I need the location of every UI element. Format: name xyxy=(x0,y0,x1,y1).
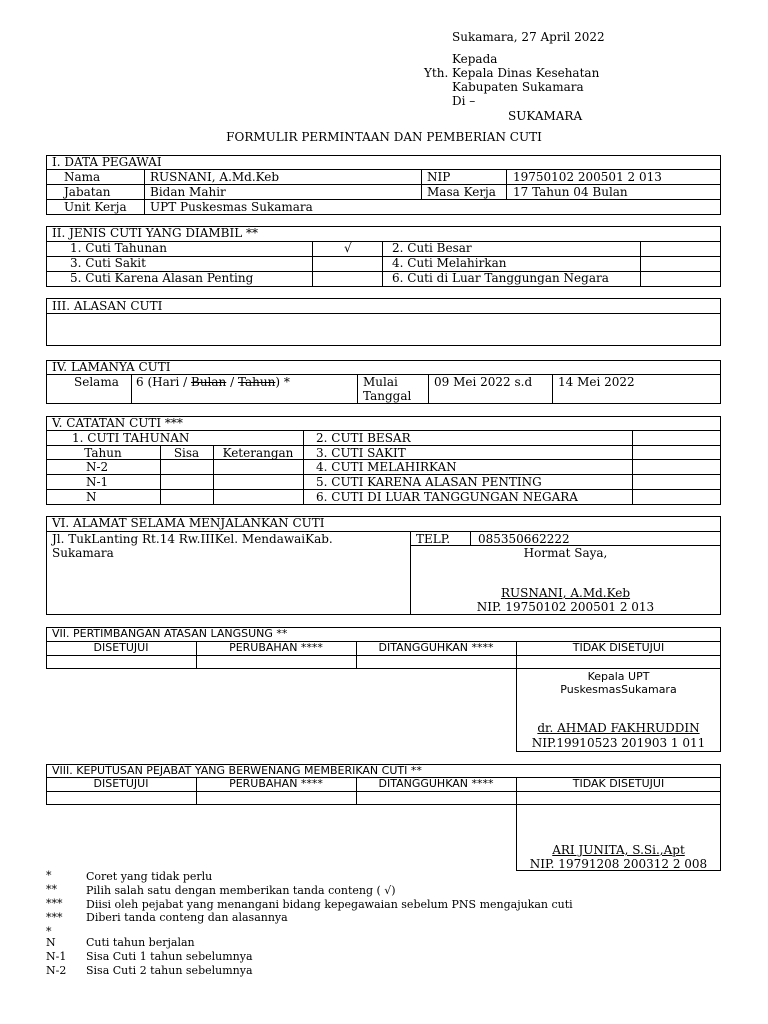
note-mark: N xyxy=(46,936,56,949)
cuti-tahunan-label: 1. CUTI TAHUNAN xyxy=(72,431,190,445)
catatan-item: 6. CUTI DI LUAR TANGGUNGAN NEGARA xyxy=(316,490,578,504)
letter-yth: Yth. xyxy=(424,66,449,80)
note-mark: * xyxy=(46,869,52,882)
selama-label: Selama xyxy=(74,375,119,389)
note-mark: ** xyxy=(46,883,57,896)
applicant-name: RUSNANI, A.Md.Keb xyxy=(500,586,631,600)
cuti-option: 6. Cuti di Luar Tanggungan Negara xyxy=(392,271,609,285)
address-line-2: Sukamara xyxy=(52,546,114,560)
cuti-option: 3. Cuti Sakit xyxy=(70,256,146,270)
atasan-title-2: PuskesmasSukamara xyxy=(560,683,677,696)
nama-value: RUSNANI, A.Md.Keb xyxy=(150,170,280,184)
telp-value: 085350662222 xyxy=(478,532,570,546)
col-disetujui: DISETUJUI xyxy=(93,777,149,790)
durasi-value: 6 (Hari / Bulan / Tahun) * xyxy=(136,375,290,389)
catatan-item: 5. CUTI KARENA ALASAN PENTING xyxy=(316,475,542,489)
note-mark: N-1 xyxy=(46,950,67,963)
col-keterangan: Keterangan xyxy=(222,446,294,460)
row-year: N-1 xyxy=(86,475,109,489)
catatan-item: 3. CUTI SAKIT xyxy=(316,446,406,460)
note-mark: N-2 xyxy=(46,964,67,977)
cuti-option: 4. Cuti Melahirkan xyxy=(392,256,507,270)
section-5-heading: V. CATATAN CUTI *** xyxy=(52,416,183,430)
col-disetujui: DISETUJUI xyxy=(93,641,149,654)
telp-label: TELP. xyxy=(416,532,451,546)
col-ditangguhkan: DITANGGUHKAN **** xyxy=(378,777,494,790)
letter-kepada: Kepada xyxy=(452,52,498,66)
letter-di: Di – xyxy=(452,94,476,108)
unit-kerja-label: Unit Kerja xyxy=(64,200,127,214)
note-text: Diberi tanda conteng dan alasannya xyxy=(86,911,288,924)
mulai-label: Mulai xyxy=(363,375,398,389)
nip-value: 19750102 200501 2 013 xyxy=(513,170,662,184)
jabatan-label: Jabatan xyxy=(64,185,111,199)
jabatan-value: Bidan Mahir xyxy=(150,185,226,199)
tanggal-label: Tanggal xyxy=(363,389,412,403)
address-line-1: Jl. TukLanting Rt.14 Rw.IIIKel. MendawaiKab. xyxy=(52,532,333,546)
section-4-heading: IV. LAMANYA CUTI xyxy=(52,360,171,374)
section-3-heading: III. ALASAN CUTI xyxy=(52,299,163,313)
start-date: 09 Mei 2022 s.d xyxy=(434,375,533,389)
masa-kerja-label: Masa Kerja xyxy=(427,185,496,199)
check-mark: √ xyxy=(344,241,352,255)
catatan-item: 4. CUTI MELAHIRKAN xyxy=(316,460,457,474)
col-tidak-disetujui: TIDAK DISETUJUI xyxy=(572,641,665,654)
letter-recipient: Kepala Dinas Kesehatan xyxy=(452,66,600,80)
section-2-heading: II. JENIS CUTI YANG DIAMBIL ** xyxy=(52,226,259,240)
form-title: FORMULIR PERMINTAAN DAN PEMBERIAN CUTI xyxy=(226,130,542,144)
end-date: 14 Mei 2022 xyxy=(558,375,635,389)
col-tahun: Tahun xyxy=(84,446,122,460)
col-sisa: Sisa xyxy=(173,446,200,460)
note-mark: *** xyxy=(46,897,63,910)
note-text: Cuti tahun berjalan xyxy=(86,936,195,949)
row-year: N xyxy=(86,490,97,504)
nama-label: Nama xyxy=(64,170,101,184)
section-8-heading: VIII. KEPUTUSAN PEJABAT YANG BERWENANG MEMBERIKAN CUTI ** xyxy=(52,764,422,777)
nip-label: NIP xyxy=(427,170,451,184)
letter-city: SUKAMARA xyxy=(508,109,583,123)
hormat-saya: Hormat Saya, xyxy=(523,546,608,560)
section-6-heading: VI. ALAMAT SELAMA MENJALANKAN CUTI xyxy=(52,516,325,530)
col-perubahan: PERUBAHAN **** xyxy=(229,777,323,790)
section-7-heading: VII. PERTIMBANGAN ATASAN LANGSUNG ** xyxy=(52,627,288,640)
atasan-name: dr. AHMAD FAKHRUDDIN xyxy=(537,721,700,735)
atasan-title-1: Kepala UPT xyxy=(587,670,650,683)
note-text: Coret yang tidak perlu xyxy=(86,870,213,883)
unit-kerja-value: UPT Puskesmas Sukamara xyxy=(150,200,313,214)
note-text: Sisa Cuti 1 tahun sebelumnya xyxy=(86,950,253,963)
catatan-item: 2. CUTI BESAR xyxy=(316,431,411,445)
cuti-option: 5. Cuti Karena Alasan Penting xyxy=(70,271,254,285)
note-mark: * xyxy=(46,925,52,938)
col-ditangguhkan: DITANGGUHKAN **** xyxy=(378,641,494,654)
cuti-option: 1. Cuti Tahunan xyxy=(70,241,167,255)
applicant-nip: NIP. 19750102 200501 2 013 xyxy=(476,600,655,614)
masa-kerja-value: 17 Tahun 04 Bulan xyxy=(513,185,628,199)
row-year: N-2 xyxy=(86,460,109,474)
col-perubahan: PERUBAHAN **** xyxy=(229,641,323,654)
note-text: Pilih salah satu dengan memberikan tanda conteng ( √) xyxy=(86,884,396,897)
section-1-heading: I. DATA PEGAWAI xyxy=(52,155,162,169)
col-tidak-disetujui: TIDAK DISETUJUI xyxy=(572,777,665,790)
pejabat-name: ARI JUNITA, S.Si.,Apt xyxy=(552,843,685,857)
atasan-nip: NIP.19910523 201903 1 011 xyxy=(531,736,706,750)
note-text: Sisa Cuti 2 tahun sebelumnya xyxy=(86,964,253,977)
note-mark: *** xyxy=(46,911,63,924)
note-text: Diisi oleh pejabat yang menangani bidang kepegawaian sebelum PNS mengajukan cuti xyxy=(86,898,573,911)
cuti-option: 2. Cuti Besar xyxy=(392,241,472,255)
letter-date: Sukamara, 27 April 2022 xyxy=(452,30,605,44)
pejabat-nip: NIP. 19791208 200312 2 008 xyxy=(529,857,708,871)
letter-recipient-2: Kabupaten Sukamara xyxy=(452,80,584,94)
